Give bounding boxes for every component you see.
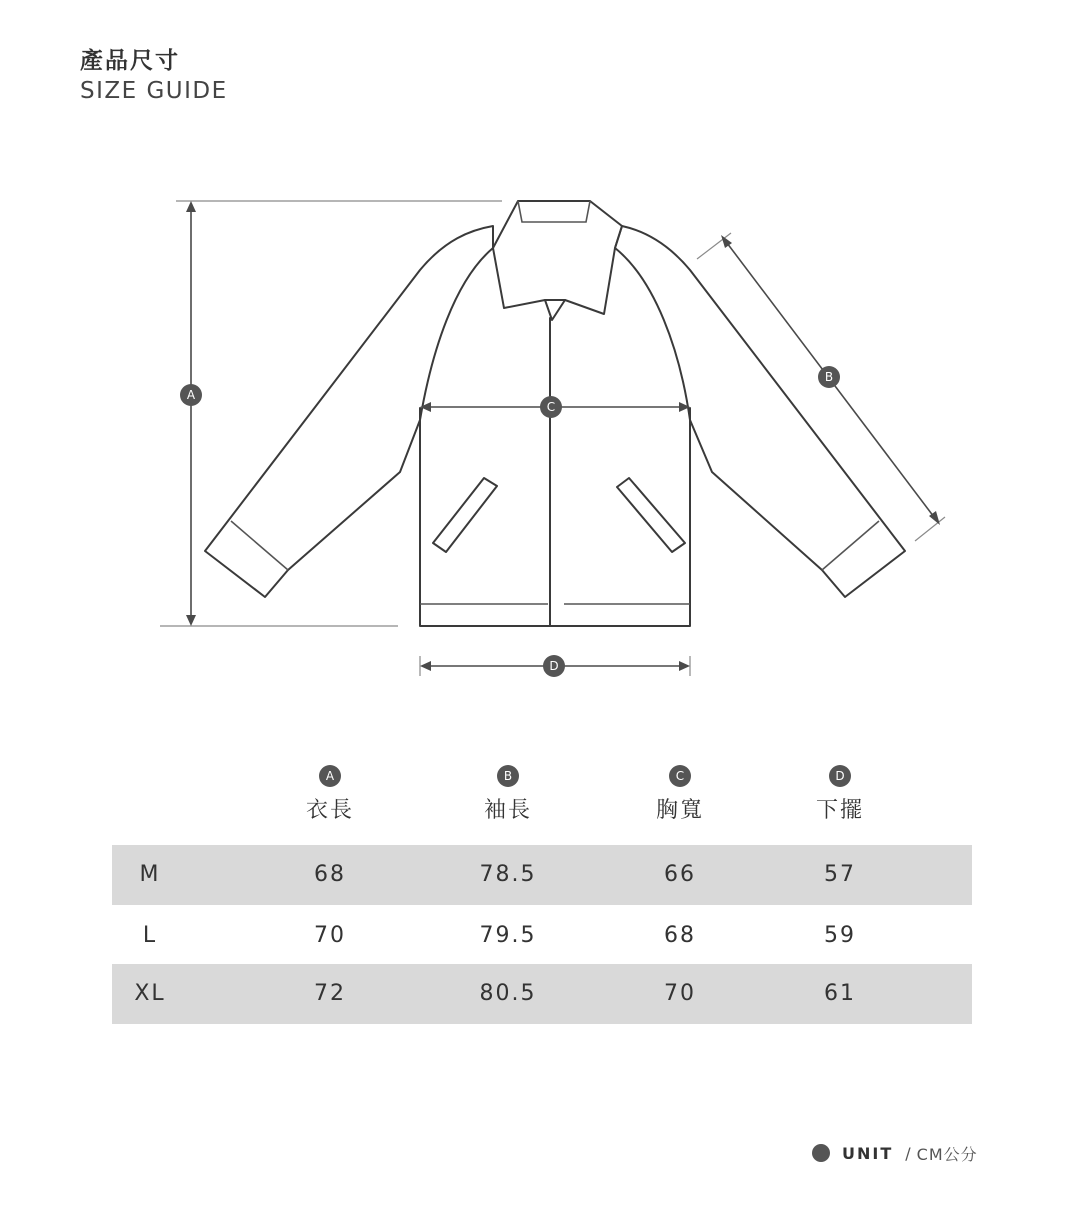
bullet-dot-icon [812, 1144, 830, 1162]
column-label-d: 下擺 [815, 798, 864, 823]
extension-line-cuff [915, 517, 945, 541]
value-cell: 57 [824, 862, 856, 887]
svg-text:B: B [824, 370, 834, 384]
arrow-a-bottom [186, 615, 196, 626]
value-cell: 72 [314, 981, 346, 1006]
value-cell: 59 [824, 923, 856, 948]
value-cell: 61 [824, 981, 856, 1006]
column-marker-d: D [829, 765, 851, 787]
unit-label: UNIT [842, 1143, 894, 1163]
value-cell: 68 [664, 923, 696, 948]
table-row-l [112, 906, 972, 966]
marker-c-badge [540, 396, 562, 418]
page-title-cn: 產品尺寸 [80, 48, 180, 74]
svg-text:C: C [546, 400, 556, 414]
value-cell: 70 [314, 923, 346, 948]
svg-text:A: A [186, 388, 196, 402]
column-marker-c: C [669, 765, 691, 787]
svg-text:D: D [549, 659, 559, 673]
column-marker-a: A [319, 765, 341, 787]
column-label-b: 袖長 [483, 798, 532, 823]
value-cell: 78.5 [479, 862, 537, 887]
size-cell: M [139, 862, 161, 887]
unit-value: CM公分 [916, 1144, 978, 1164]
table-row-m [112, 845, 972, 905]
marker-a-badge [180, 384, 202, 406]
page-title-en: SIZE GUIDE [80, 78, 228, 104]
size-cell: XL [134, 981, 166, 1006]
unit-note [812, 1140, 978, 1166]
column-header-d [780, 760, 900, 824]
value-cell: 68 [314, 862, 346, 887]
marker-d-badge [543, 655, 565, 677]
column-marker-b: B [497, 765, 519, 787]
value-cell: 79.5 [479, 923, 537, 948]
value-cell: 70 [664, 981, 696, 1006]
marker-b-badge [818, 366, 840, 388]
arrow-a-top [186, 201, 196, 212]
arrow-d-left [420, 661, 431, 671]
column-label-a: 衣長 [305, 798, 354, 823]
value-cell: 80.5 [479, 981, 537, 1006]
column-header-c [620, 760, 740, 824]
arrow-d-right [679, 661, 690, 671]
value-cell: 66 [664, 862, 696, 887]
column-header-b [448, 760, 568, 824]
table-row-xl [112, 964, 972, 1024]
column-header-a [270, 760, 390, 824]
size-cell: L [142, 923, 158, 948]
column-label-c: 胸寬 [655, 798, 704, 823]
unit-separator: / [905, 1143, 911, 1163]
